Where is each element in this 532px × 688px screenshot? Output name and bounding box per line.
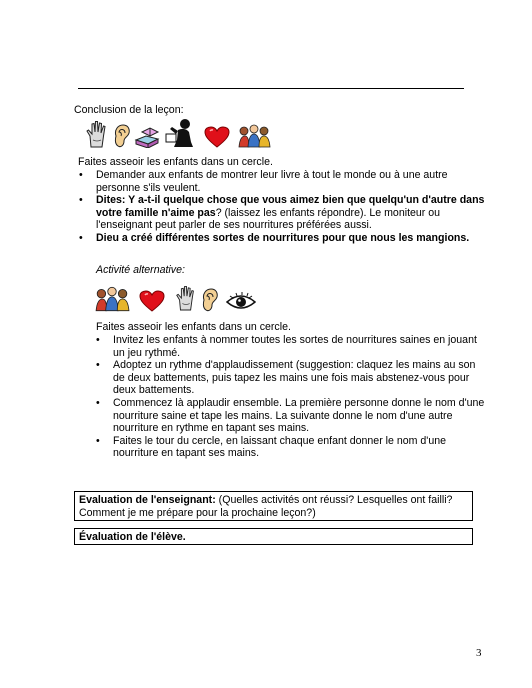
conclusion-intro: Faites asseoir les enfants dans un cercle. (78, 156, 273, 168)
list-item (79, 231, 488, 245)
hand-icon (174, 284, 198, 312)
bullet-dot: • (79, 231, 83, 244)
alternative-heading: Activité alternative: (96, 264, 185, 276)
hand-icon (84, 120, 110, 148)
teacher-evaluation-label: Evaluation de l'enseignant: (79, 494, 216, 506)
student-evaluation-box (74, 528, 473, 545)
bullet-text: Invitez les enfants à nommer toutes les sortes de nourritures saines en jouant un jeu rythmé. (113, 334, 477, 359)
list-item (96, 434, 489, 460)
bullet-text: Demander aux enfants de montrer leur livre à tout le monde ou à une autre personne s'ils veulent. (96, 169, 448, 194)
bullet-dot: • (96, 434, 100, 447)
alternative-intro: Faites asseoir les enfants dans un cercle. (96, 321, 291, 333)
gift-book-icon (134, 126, 162, 148)
eye-icon (226, 292, 256, 312)
ear-icon (113, 124, 131, 148)
heart-icon (139, 290, 165, 312)
conclusion-heading: Conclusion de la leçon: (74, 104, 184, 116)
praying-child-icon (165, 118, 195, 148)
page-number: 3 (476, 647, 482, 659)
conclusion-icon-row (84, 118, 271, 148)
list-item (79, 169, 488, 194)
conclusion-bullet-list (79, 169, 488, 245)
student-evaluation-label: Évaluation de l'élève. (79, 531, 186, 543)
bullet-dot: • (96, 334, 100, 346)
children-group-icon (237, 124, 271, 148)
bullet-dot: • (79, 194, 83, 207)
bullet-text: Commencez là applaudir ensemble. La première personne donne le nom d'une nourriture saine et tape les mains. La suivante donne le nom d'une autre nourriture en rythme en tapant ses mains. (113, 396, 485, 435)
bullet-text: Faites le tour du cercle, en laissant chaque enfant donner le nom d'une nourriture en tapant ses mains. (113, 434, 446, 460)
alternative-bullet-list (96, 334, 489, 460)
list-item (96, 396, 489, 435)
list-item (96, 334, 489, 359)
list-item (96, 359, 489, 397)
bullet-bold-text: Dieu a créé différentes sortes de nourritures pour que nous les mangions. (96, 231, 470, 244)
ear-icon (201, 288, 219, 312)
bullet-dot: • (79, 169, 83, 181)
list-item (79, 194, 488, 232)
bullet-dot: • (96, 396, 100, 409)
bullet-bold-text: Dites: Y a-t-il quelque chose que vous aimez bien que quelqu'un d'autre dans votre famille n'aime pas (96, 194, 485, 219)
bullet-dot: • (96, 359, 100, 372)
teacher-evaluation-box (74, 491, 473, 521)
bullet-text: ? (laissez les enfants répondre). Le moniteur ou l'enseignant peut parler de ses nourritures préférées aussi. (96, 206, 441, 232)
bullet-text: Adoptez un rythme d'applaudissement (suggestion: claquez les mains au son de deux battements, puis tapez les mains une fois mais abstenez-vous pour deux battements. (113, 359, 476, 397)
top-rule (78, 88, 464, 89)
children-group-icon (94, 286, 130, 312)
teacher-evaluation-text: (Quelles activités ont réussi? Lesquelles ont failli? Comment je me prépare pour la prochaine leçon?) (79, 494, 453, 519)
heart-icon (204, 126, 230, 148)
alternative-icon-row (94, 284, 256, 312)
